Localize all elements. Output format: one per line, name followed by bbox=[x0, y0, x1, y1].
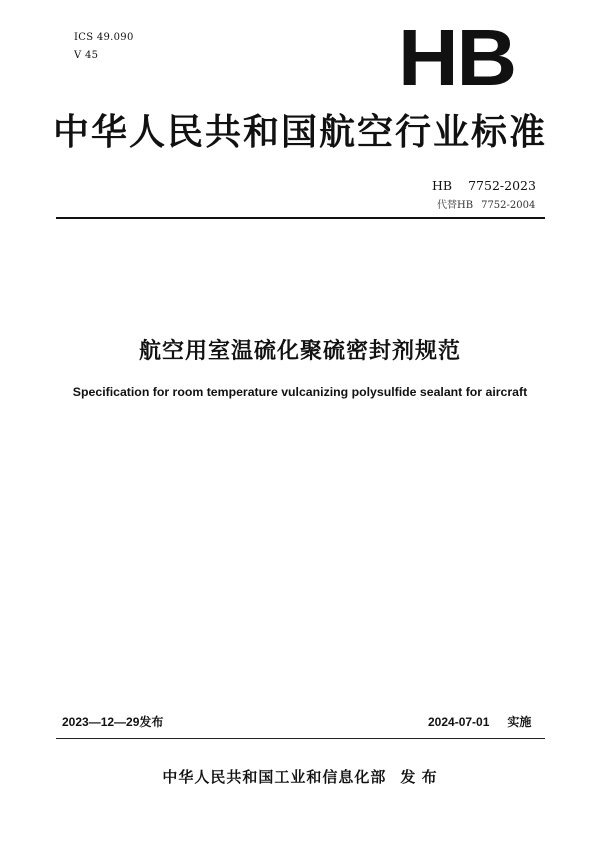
standard-code-prefix: HB bbox=[432, 178, 453, 193]
english-title: Specification for room temperature vulcanizing polysulfide sealant for aircraft bbox=[72, 385, 528, 399]
standard-code bbox=[432, 178, 536, 193]
hb-logo: HB bbox=[398, 13, 516, 102]
standard-category-title: 中华人民共和国航空行业标准 bbox=[52, 111, 547, 152]
publisher-line bbox=[0, 766, 600, 787]
implementation-label: 实施 bbox=[507, 715, 532, 729]
replaces-label: 代替HB bbox=[437, 200, 474, 211]
replaces-number: 7752-2004 bbox=[481, 200, 536, 211]
bottom-divider bbox=[56, 738, 545, 739]
implementation-date-line bbox=[428, 713, 531, 730]
standard-code-number: 7752-2023 bbox=[468, 178, 536, 193]
replaces-line bbox=[437, 196, 535, 211]
ccs-code: V 45 bbox=[74, 50, 99, 61]
publisher-action: 发 布 bbox=[400, 769, 438, 786]
implementation-date: 2024-07-01 bbox=[428, 715, 490, 729]
chinese-title: 航空用室温硫化聚硫密封剂规范 bbox=[138, 338, 461, 363]
issue-date: 2023—12—29发布 bbox=[62, 715, 164, 729]
publisher-name: 中华人民共和国工业和信息化部 bbox=[162, 769, 387, 786]
top-divider bbox=[56, 217, 545, 219]
ics-code: ICS 49.090 bbox=[74, 32, 134, 43]
